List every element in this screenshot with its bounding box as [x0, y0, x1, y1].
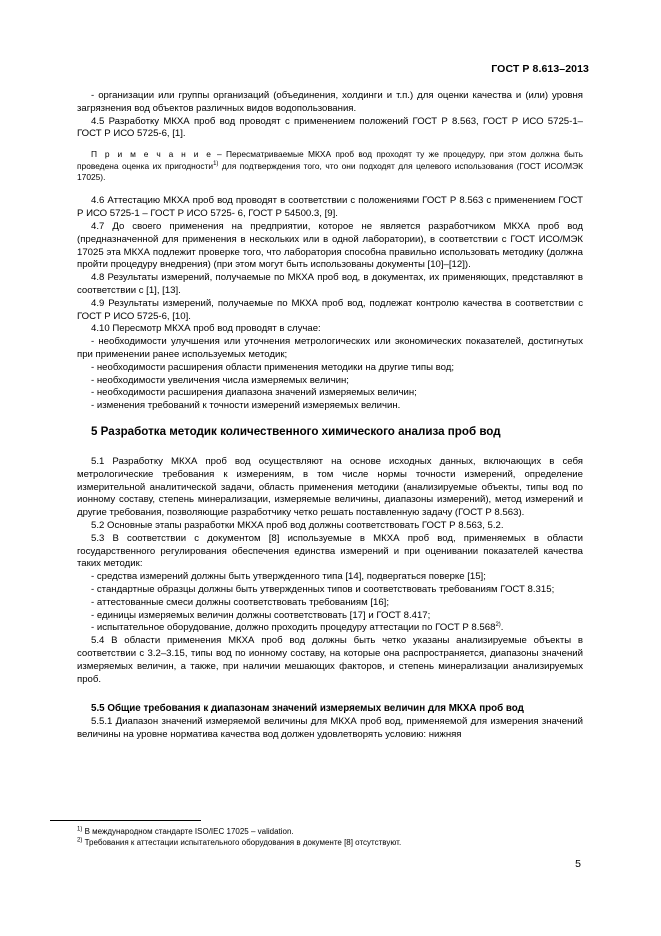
note-text-cont: для подтверждения того, что они подходят для целевого использования (ГОСТ ИСО/МЭК 17025). [77, 160, 583, 182]
section-heading: 5 Разработка методик количественного химического анализа проб вод [91, 424, 501, 438]
page-number: 5 [575, 858, 581, 870]
footnotes [77, 826, 583, 848]
footnote-text: В международном стандарте ISO/IEC 17025 – validation. [82, 827, 294, 836]
paragraph: 5.1 Разработку МКХА проб вод осуществляют на основе исходных данных, включающих в себя метрологические требования к измерениям, в том числе нормы точности измерений, определение измерительной аналитической задачи, область применения методики (анализируемые объекты, типы вод по ионному составу, степень минерализации, измеряемые величины, диапазоны измерений), метод измерений и другие требования, позволяющие разработчику четко решать поставленную задачу (ГОСТ Р 8.563). [77, 455, 583, 519]
equipment-tail: . [500, 622, 504, 634]
list-item [77, 622, 583, 635]
subsection-heading: 5.5 Общие требования к диапазонам значений измеряемых величин для МКХА проб вод [91, 703, 524, 715]
list-item: - аттестованные смеси должны соответствовать требованиям [16]; [91, 596, 390, 608]
footnote-text: Требования к аттестации испытательного оборудования в документе [8] отсутствуют. [82, 838, 402, 847]
paragraph: 5.2 Основные этапы разработки МКХА проб вод должны соответствовать ГОСТ Р 8.563, 5.2. [91, 519, 504, 531]
list-item: - необходимости расширения области применения методики на другие типы вод; [91, 361, 455, 373]
paragraph: 4.8 Результаты измерений, получаемые по МКХА проб вод, в документах, их применяющих, представляют в соответствии с [1], [13]. [77, 272, 583, 296]
list-item: - необходимости улучшения или уточнения метрологических или экономических показателей, достигнутых при применении ранее используемых методик; [77, 336, 583, 360]
footnote-mark: 1) [77, 826, 83, 833]
footnote-divider [50, 820, 201, 821]
paragraph: 5.3 В соответствии с документом [8] используемые в МКХА проб вод, применяемых в области государственного регулирования обеспечения единства измерений и при оценивании показателей качества таких методик: [77, 532, 583, 570]
paragraph: 4.7 До своего применения на предприятии, которое не является разработчиком МКХА проб вод (предназначенной для применения в нескольких или в одной лаборатории), в соответствии с ГОСТ ИСО/МЭК 17025 эта МКХА подлежит проверке того, что лаборатория способна правильно использовать методику (должна пройти процедуру внедрения) (при этом могут быть использованы документы [10]–[12]). [77, 221, 583, 271]
footnote-ref: 1) [213, 160, 219, 167]
footnote-ref: 2) [495, 622, 501, 629]
list-item: - стандартные образцы должны быть утвержденных типов и соответствовать требованиям ГОСТ 8.315; [91, 583, 555, 595]
paragraph: 4.9 Результаты измерений, получаемые по МКХА проб вод, подлежат контролю качества в соответствии с ГОСТ Р ИСО 5725-6, [10]. [77, 297, 583, 322]
list-item: - единицы измеряемых величин должны соответствовать [17] и ГОСТ 8.417; [91, 609, 431, 621]
paragraph: 4.6 Аттестацию МКХА проб вод проводят в соответствии с положениями ГОСТ Р 8.563 с применением ГОСТ Р ИСО 5725-1 – ГОСТ Р ИСО 5725- 6, ГОСТ Р 54500.3, [9]. [77, 195, 583, 220]
footnote [77, 837, 583, 848]
list-item: - изменения требований к точности измерений измеряемых величин. [91, 400, 401, 412]
note-text: – Пересматриваемые МКХА проб вод проходят ту же процедуру, при этом должна быть проведена оценка их пригодности [77, 149, 583, 171]
list-item: - необходимости увеличения числа измеряемых величин; [91, 374, 349, 386]
paragraph: - организации или группы организаций (объединения, холдинги и т.п.) для оценки качества и (или) уровня загрязнения вод объектов различных видов водопользования. [77, 90, 583, 114]
paragraph: 5.4 В области применения МКХА проб вод должны быть четко указаны анализируемые объекты в соответствии с 3.2–3.15, типы вод по ионному составу, на которые она распространяется, диапазоны значений измеряемых величин, а также, при наличии мешающих факторов, и степень минерализации анализируемых проб. [77, 635, 583, 685]
paragraph: 4.5 Разработку МКХА проб вод проводят с применением положений ГОСТ Р 8.563, ГОСТ Р ИСО 5725-1– ГОСТ Р ИСО 5725-6, [1]. [77, 115, 583, 140]
footnote [77, 826, 583, 837]
document-body [77, 90, 583, 742]
note-label: П р и м е ч а н и е [91, 149, 213, 160]
document-header: ГОСТ Р 8.613–2013 [491, 63, 589, 75]
paragraph: 4.10 Пересмотр МКХА проб вод проводят в случае: [91, 323, 321, 335]
equipment-text: - испытательное оборудование, должно проходить процедуру аттестации по ГОСТ Р 8.568 [91, 622, 496, 634]
paragraph: 5.5.1 Диапазон значений измеряемой величины для МКХА проб вод, применяемой для измерения значений величины на уровне норматива качества вод должен удовлетворять условию: нижняя [77, 716, 583, 740]
list-item: - средства измерений должны быть утвержденного типа [14], подвергаться поверке [15]; [91, 571, 486, 583]
list-item: - необходимости расширения диапазона значений измеряемых величин; [91, 387, 417, 399]
footnote-mark: 2) [77, 837, 83, 844]
note [77, 149, 583, 183]
